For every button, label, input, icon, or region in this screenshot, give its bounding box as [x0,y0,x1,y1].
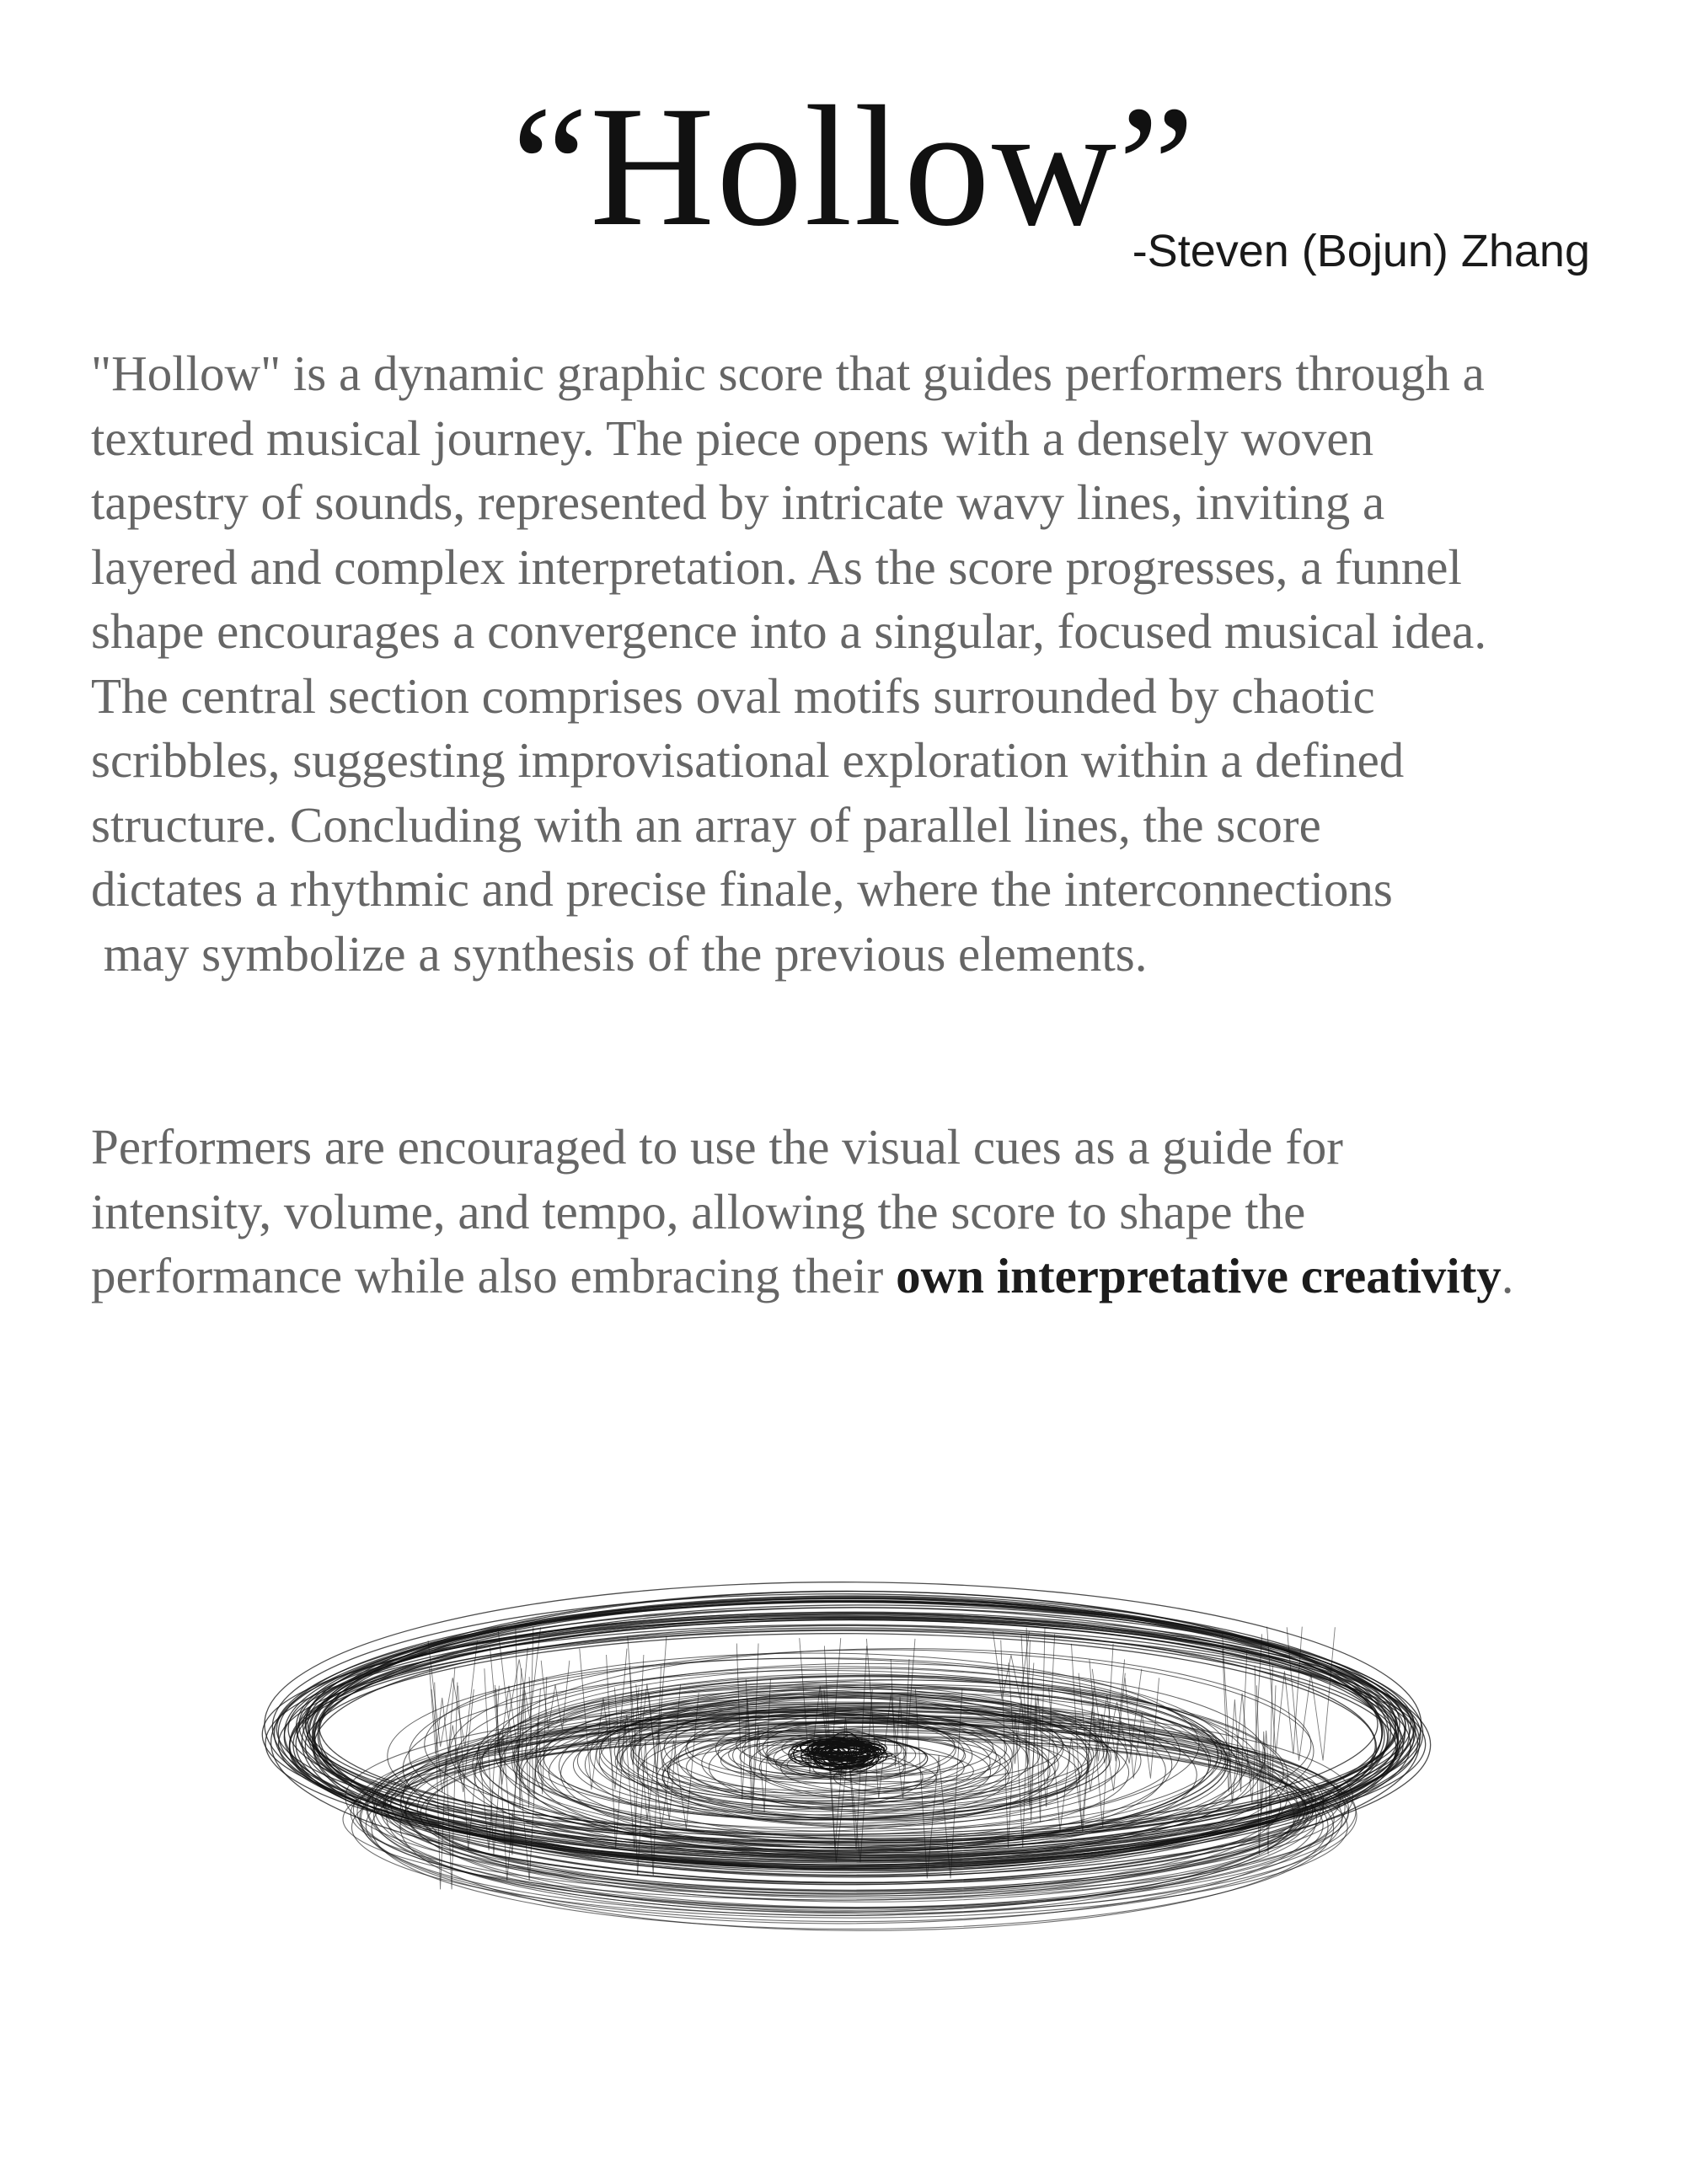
description-line: tapestry of sounds, represented by intricate wavy lines, inviting a [91,474,1385,530]
description-text [91,341,1625,1309]
paragraph-spacer [91,1051,1625,1116]
hollow-graphic-score-icon [253,1550,1449,1988]
description-line: scribbles, suggesting improvisational exploration within a defined [91,732,1405,788]
description-line: The central section comprises oval motifs surrounded by chaotic [91,667,1375,724]
instructions-prefix: performance while also embracing their [91,1248,897,1303]
description-line: layered and complex interpretation. As the score progresses, a funnel [91,538,1462,595]
description-line: may symbolize a synthesis of the previous elements. [91,925,1148,982]
instructions-line [91,1244,1625,1309]
instructions-suffix: . [1501,1248,1514,1303]
description-line: structure. Concluding with an array of parallel lines, the score [91,796,1321,853]
description-line: shape encourages a convergence into a singular, focused musical idea. [91,603,1487,659]
instructions-line: Performers are encouraged to use the visual cues as a guide for [91,1119,1343,1175]
description-line: dictates a rhythmic and precise finale, where the interconnections [91,861,1393,917]
instructions-line: intensity, volume, and tempo, allowing the score to shape the [91,1183,1306,1239]
description-line: "Hollow" is a dynamic graphic score that guides performers through a [91,345,1485,401]
author-credit: -Steven (Bojun) Zhang [1132,226,1590,276]
description-line: textured musical journey. The piece opens with a densely woven [91,409,1374,466]
page-title: “Hollow” [511,71,1197,262]
instructions-emphasis: own interpretative creativity [896,1248,1502,1303]
paragraph-spacer [91,986,1625,1051]
